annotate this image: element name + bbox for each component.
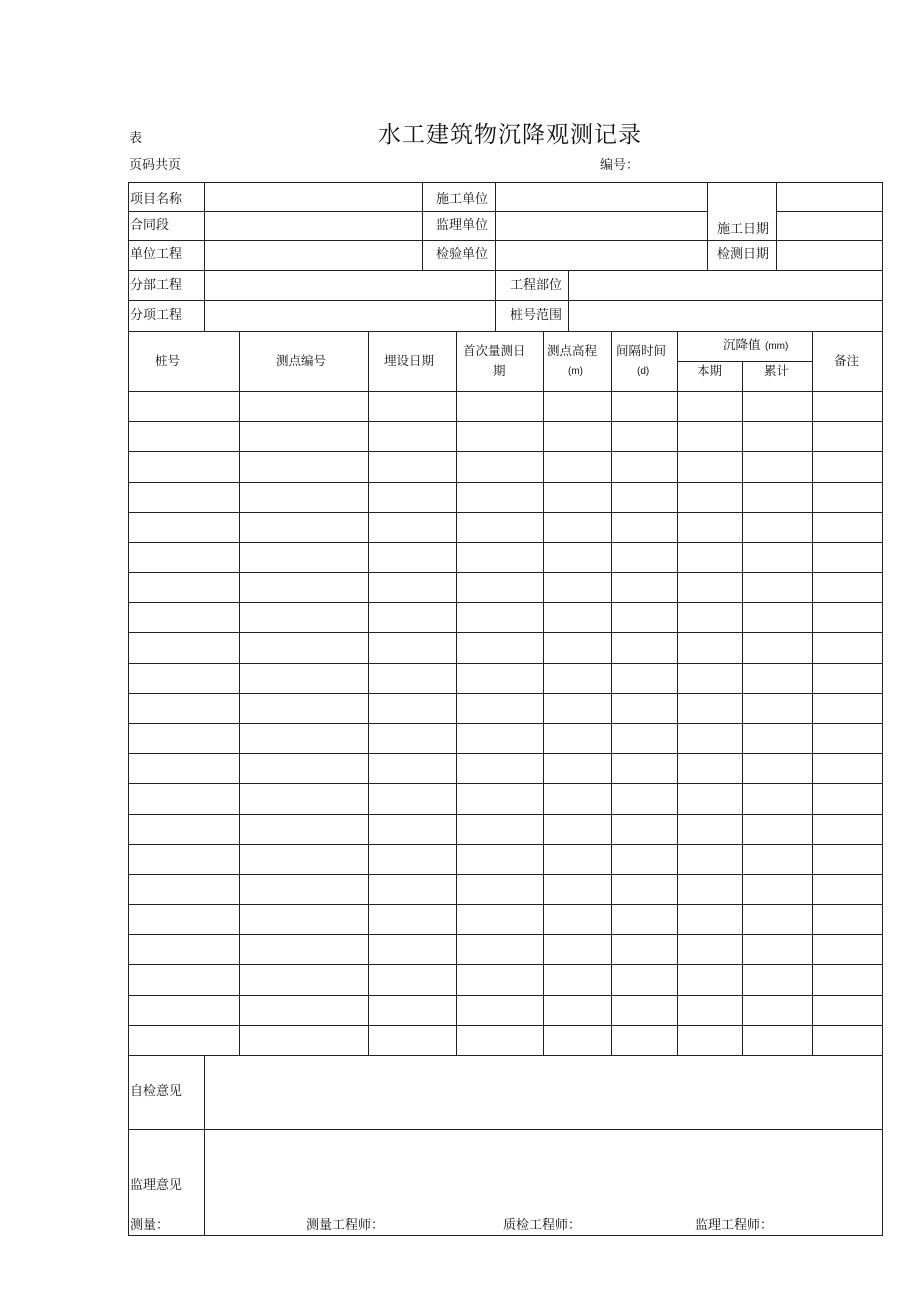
- supervision-engineer-label: 监理工程师：: [695, 1218, 774, 1233]
- unit-project-label: 单位工程: [130, 247, 183, 262]
- col-interval-unit: (d): [637, 366, 650, 377]
- col-point-elevation: 测点高程: [547, 343, 598, 358]
- col-settlement: 沉降值: [723, 337, 761, 352]
- measurer-label: 测量：: [130, 1218, 170, 1233]
- col-interval: 间隔时间: [616, 343, 667, 358]
- col-remarks: 备注: [834, 353, 860, 368]
- inspection-unit-label: 检验单位: [436, 247, 489, 262]
- self-check-label: 自检意见: [130, 1084, 183, 1099]
- col-pile-no: 桩号: [155, 353, 181, 368]
- survey-engineer-label: 测量工程师：: [306, 1218, 385, 1233]
- form-prefix: 表: [129, 131, 143, 146]
- project-part-label: 工程部位: [510, 278, 563, 293]
- col-point-no: 测点编号: [276, 353, 327, 368]
- inspection-date-label: 检测日期: [717, 247, 770, 262]
- col-point-elevation-unit: (m): [568, 366, 583, 377]
- col-settlement-unit: (mm): [765, 341, 789, 352]
- contract-section-label: 合同段: [130, 218, 170, 233]
- construction-unit-label: 施工单位: [436, 192, 489, 207]
- col-current-period: 本期: [697, 363, 723, 378]
- supervision-opinion-label: 监理意见: [130, 1178, 183, 1193]
- project-name-label: 项目名称: [130, 192, 183, 207]
- pile-range-label: 桩号范围: [510, 308, 563, 323]
- supervision-unit-label: 监理单位: [436, 218, 489, 233]
- col-first-measure-date-line2: 期: [493, 363, 506, 378]
- page-info: 页码共页: [129, 158, 182, 173]
- subitem-project-label: 分项工程: [130, 308, 183, 323]
- qc-engineer-label: 质检工程师：: [503, 1218, 582, 1233]
- page-title: 水工建筑物沉降观测记录: [378, 122, 642, 148]
- col-bury-date: 埋设日期: [384, 353, 435, 368]
- col-cumulative: 累计: [764, 363, 790, 378]
- col-first-measure-date-line1: 首次量测日: [463, 343, 526, 358]
- construction-date-label: 施工日期: [717, 222, 770, 237]
- number-label: 编号：: [600, 158, 640, 173]
- division-project-label: 分部工程: [130, 278, 183, 293]
